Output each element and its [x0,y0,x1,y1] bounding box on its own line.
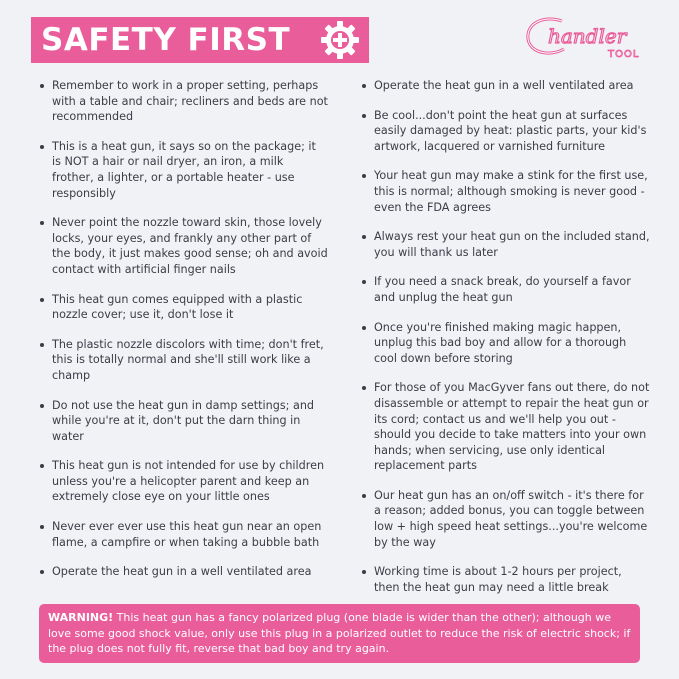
gear-plus-icon [320,20,360,60]
list-item: Do not use the heat gun in damp settings; and while you're at it, don't put the darn thing in water [38,398,328,445]
list-item: For those of you MacGyver fans out there, do not disassemble or attempt to repair the heat gun or its cord; contact us and we'll help you out - should you decide to take matters into your own hands; when servicing, use only identical replacement parts [360,380,650,474]
list-item: Remember to work in a proper setting, perhaps with a table and chair; recliners and beds are not recommended [38,78,328,125]
warning-box [39,604,640,663]
list-item: This heat gun is not intended for use by children unless you're a helicopter parent and keep an extremely close eye on your little ones [38,458,328,505]
safety-list-right [360,78,650,609]
safety-list-left [38,78,328,594]
list-item: Our heat gun has an on/off switch - it's there for a reason; added bonus, you can toggle between low + high speed heat settings...you're welcome by the way [360,488,650,550]
chandler-tool-logo [522,13,648,61]
list-item: The plastic nozzle discolors with time; don't fret, this is totally normal and she'll still work like a champ [38,337,328,384]
list-item: Operate the heat gun in a well ventilated area [38,564,328,580]
list-item: Once you're finished making magic happen, unplug this bad boy and allow for a thorough cool down before storing [360,320,650,367]
page-title: SAFETY FIRST [41,22,291,58]
list-item: Always rest your heat gun on the included stand, you will thank us later [360,229,650,260]
safety-first-banner [31,17,369,63]
list-item: Operate the heat gun in a well ventilated area [360,78,650,94]
svg-text:TOOL: TOOL [608,49,640,60]
list-item: Never ever ever use this heat gun near an open flame, a campfire or when taking a bubble bath [38,519,328,550]
list-item: Your heat gun may make a stink for the first use, this is normal; although smoking is never good - even the FDA agrees [360,168,650,215]
svg-text:handler: handler [548,24,627,48]
list-item: This is a heat gun, it says so on the package; it is NOT a hair or nail dryer, an iron, a milk frother, a lighter, or a portable heater - use responsibly [38,139,328,201]
list-item: If you need a snack break, do yourself a favor and unplug the heat gun [360,274,650,305]
list-item: This heat gun comes equipped with a plastic nozzle cover; use it, don't lose it [38,292,328,323]
list-item: Never point the nozzle toward skin, those lovely locks, your eyes, and frankly any other part of the body, it just makes good sense; oh and avoid contact with artificial finger nails [38,215,328,277]
warning-label: WARNING! [48,611,114,624]
list-item: Working time is about 1-2 hours per project, then the heat gun may need a little break [360,564,650,595]
list-item: Be cool...don't point the heat gun at surfaces easily damaged by heat: plastic parts, your kid's artwork, lacquered or varnished furniture [360,108,650,155]
warning-text: This heat gun has a fancy polarized plug (one blade is wider than the other); although we love some good shock value, only use this plug in a polarized outlet to reduce the risk of electric shock; if the plug does not fully fit, reverse that bad boy and try again. [48,611,631,656]
